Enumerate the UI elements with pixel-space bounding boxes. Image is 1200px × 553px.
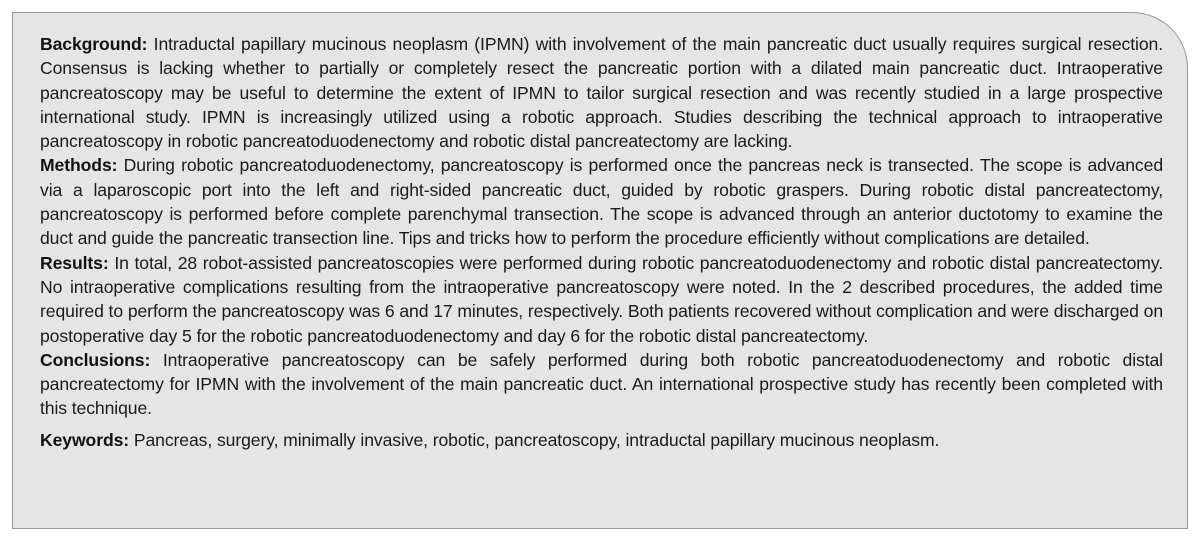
methods-label: Methods: [40,155,118,176]
conclusions-text: Intraoperative pancreatoscopy can be safely performed during both robotic pancreatoduodenectomy and robotic distal pancreatectomy for IPMN with the involvement of the main pancreatic duct. An international prospective study has recently been completed with this technique. [40,349,1163,419]
background-label: Background: [40,34,148,54]
keywords-label: Keywords: [40,429,130,450]
results-text: In total, 28 robot-assisted pancreatoscopies were performed during robotic pancreatoduodenectomy and robotic distal pancreatectomy. No intraoperative complications resulting from the intraoperative pancreatoscopy were noted. In the 2 described procedures, the added time required to perform the pancreatoscopy was 6 and 17 minutes, respectively. Both patients recovered without complication and were discharged on postoperative day 5 for the robotic pancreatoduodenectomy and day 6 for the robotic distal pancreatectomy. [40,252,1163,346]
methods-paragraph [40,153,1163,250]
conclusions-paragraph [40,348,1163,421]
keywords-text: Pancreas, surgery, minimally invasive, robotic, pancreatoscopy, intraductal papillary mucinous neoplasm. [133,429,940,450]
keywords-paragraph [40,428,1163,452]
background-text: Intraductal papillary mucinous neoplasm (IPMN) with involvement of the main pancreatic duct usually requires surgical resection. Consensus is lacking whether to partially or completely resect the pancreatic portion with a dilated main pancreatic duct. Intraoperative pancreatoscopy may be useful to determine the extent of IPMN to tailor surgical resection and was recently studied in a large prospective international study. IPMN is increasingly utilized using a robotic approach. Studies describing the technical approach to intraoperative pancreatoscopy in robotic pancreatoduodenectomy and robotic distal pancreatectomy are lacking. [40,34,1163,152]
results-paragraph [40,251,1163,348]
results-label: Results: [40,252,109,273]
background-paragraph [40,32,1163,153]
methods-text: During robotic pancreatoduodenectomy, pancreatoscopy is performed once the pancreas neck is transected. The scope is advanced via a laparoscopic port into the left and right-sided pancreatic duct, guided by robotic graspers. During robotic distal pancreatectomy, pancreatoscopy is performed before complete parenchymal transection. The scope is advanced through an anterior ductotomy to examine the duct and guide the pancreatic transection line. Tips and tricks how to perform the procedure efficiently without complications are detailed. [40,155,1163,249]
conclusions-label: Conclusions: [40,349,151,370]
abstract-box [12,12,1188,529]
